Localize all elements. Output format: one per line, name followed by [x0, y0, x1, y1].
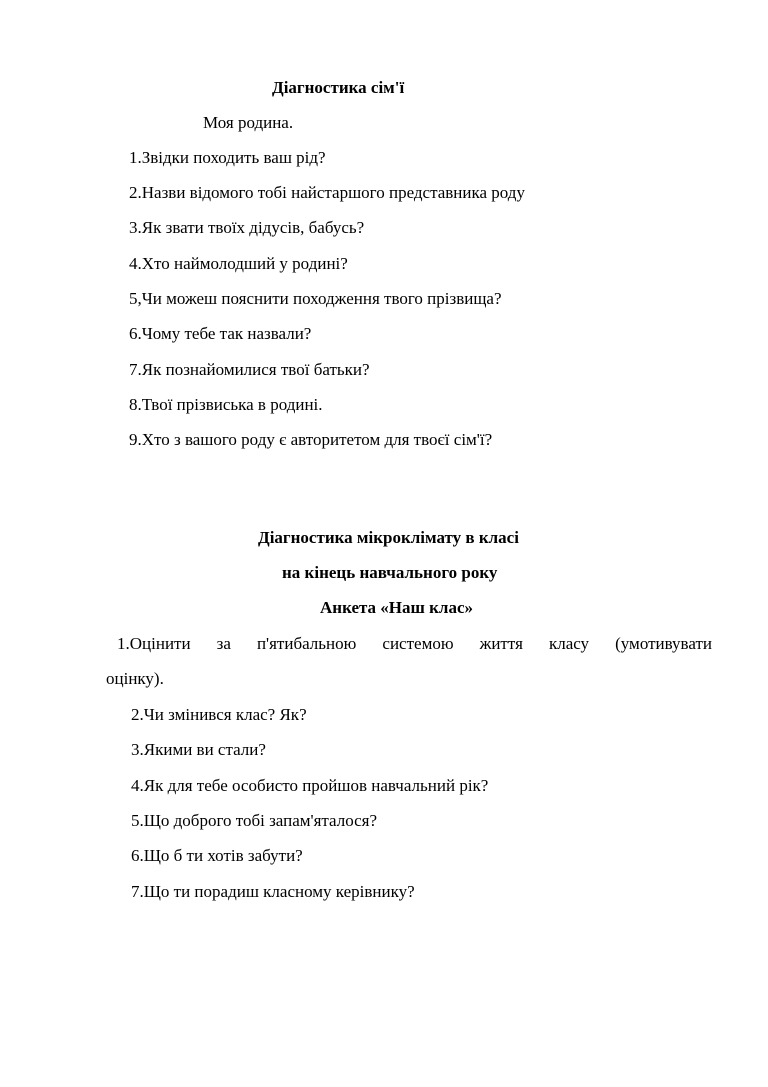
section2-question-7: 7.Що ти порадиш класному керівнику? [131, 882, 415, 901]
section2-question-6: 6.Що б ти хотів забути? [131, 846, 303, 865]
section1-question-1: 1.Звідки походить ваш рід? [129, 148, 326, 167]
section1-question-5: 5,Чи можеш пояснити походження твого прізвища? [129, 289, 502, 308]
section1-question-7: 7.Як познайомилися твої батьки? [129, 360, 370, 379]
section2-title-line2: на кінець навчального року [282, 563, 498, 582]
section1-title: Діагностика сім'ї [272, 78, 405, 97]
section2-question-4: 4.Як для тебе особисто пройшов навчальний рік? [131, 776, 489, 795]
section1-question-9: 9.Хто з вашого роду є авторитетом для твоєї сім'ї? [129, 430, 493, 449]
section2-question-2: 2.Чи змінився клас? Як? [131, 705, 307, 724]
section2-question-1-line1: 1.Оцінити за п'ятибальною системою життя класу (умотивувати [117, 634, 712, 653]
section2-question-5: 5.Що доброго тобі запам'яталося? [131, 811, 378, 830]
section1-subtitle: Моя родина. [203, 113, 294, 132]
section1-question-2: 2.Назви відомого тобі найстаршого представника роду [129, 183, 525, 202]
section2-title-line1: Діагностика мікроклімату в класі [258, 528, 519, 547]
section1-question-3: 3.Як звати твоїх дідусів, бабусь? [129, 218, 365, 237]
section2-question-3: 3.Якими ви стали? [131, 740, 266, 759]
section1-question-6: 6.Чому тебе так назвали? [129, 324, 312, 343]
section1-question-8: 8.Твої прізвиська в родині. [129, 395, 323, 414]
section1-question-4: 4.Хто наймолодший у родині? [129, 254, 348, 273]
section2-title-line3: Анкета «Наш клас» [320, 598, 473, 617]
section2-question-1-line2: оцінку). [106, 669, 164, 688]
